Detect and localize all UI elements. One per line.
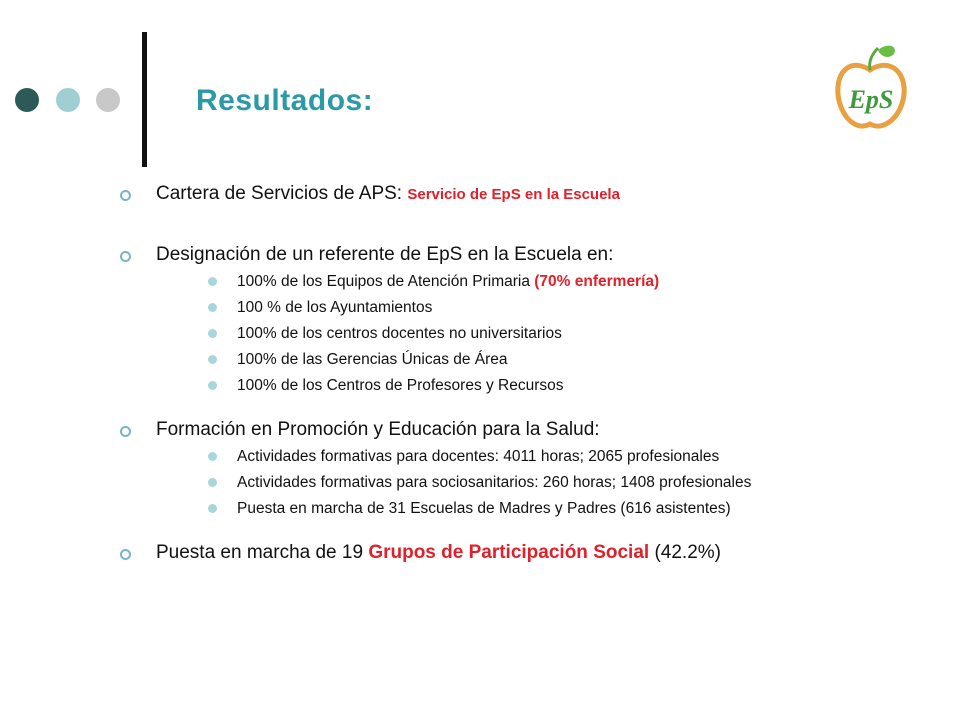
decor-dot-mid [56,88,80,112]
list-item [156,449,893,464]
list-item [156,501,893,516]
list-item-text: Puesta en marcha de 31 Escuelas de Madres y Padres (616 asistentes) [237,500,731,517]
content-area [118,183,893,564]
decor-dot-dark [15,88,39,112]
list-item-text: 100% de los Centros de Profesores y Recursos [237,377,564,394]
bullet-ring-icon [120,549,131,560]
eps-logo [832,40,910,136]
list-item-text: 100 % de los Ayuntamientos [237,299,433,316]
list-item-highlight: (70% enfermería) [534,273,660,290]
item-formacion-text: Formación en Promoción y Educación para la Salud: [156,419,600,440]
list-item-text: 100% de las Gerencias Únicas de Área [237,351,508,368]
item-designacion-text: Designación de un referente de EpS en la Escuela en: [156,244,614,265]
designacion-sublist [156,274,893,393]
item-designacion [118,244,893,393]
list-item-text: Actividades formativas para docentes: 4011 horas; 2065 profesionales [237,448,720,465]
item-formacion [118,419,893,516]
bullet-ring-icon [120,251,131,262]
list-item-text: Actividades formativas para sociosanitarios: 260 horas; 1408 profesionales [237,474,752,491]
bullet-ring-icon [120,426,131,437]
decor-dot-light [96,88,120,112]
list-item [156,378,893,393]
list-item [156,300,893,315]
bullet-ring-icon [120,190,131,201]
bullet-dot-icon [208,303,217,312]
item-grupos-highlight: Grupos de Participación Social [368,542,650,563]
svg-text:EpS: EpS [848,85,894,114]
bullet-dot-icon [208,277,217,286]
bullet-dot-icon [208,355,217,364]
list-item [156,326,893,341]
list-item [156,274,893,289]
bullet-dot-icon [208,478,217,487]
item-cartera [118,183,893,206]
item-cartera-text: Cartera de Servicios de APS: [156,183,408,204]
list-item [156,352,893,367]
item-grupos-suffix: (42.2%) [649,542,721,563]
bullet-dot-icon [208,329,217,338]
item-cartera-highlight: Servicio de EpS en la Escuela [407,186,620,203]
list-item-text: 100% de los Equipos de Atención Primaria [237,273,535,290]
decor-vertical-bar [142,32,147,167]
list-item-text: 100% de los centros docentes no universitarios [237,325,562,342]
bullet-dot-icon [208,452,217,461]
bullet-dot-icon [208,381,217,390]
formacion-sublist [156,449,893,516]
list-item [156,475,893,490]
item-grupos [118,542,893,564]
bullet-dot-icon [208,504,217,513]
item-grupos-text: Puesta en marcha de 19 [156,542,369,563]
slide-title: Resultados: [196,84,374,117]
